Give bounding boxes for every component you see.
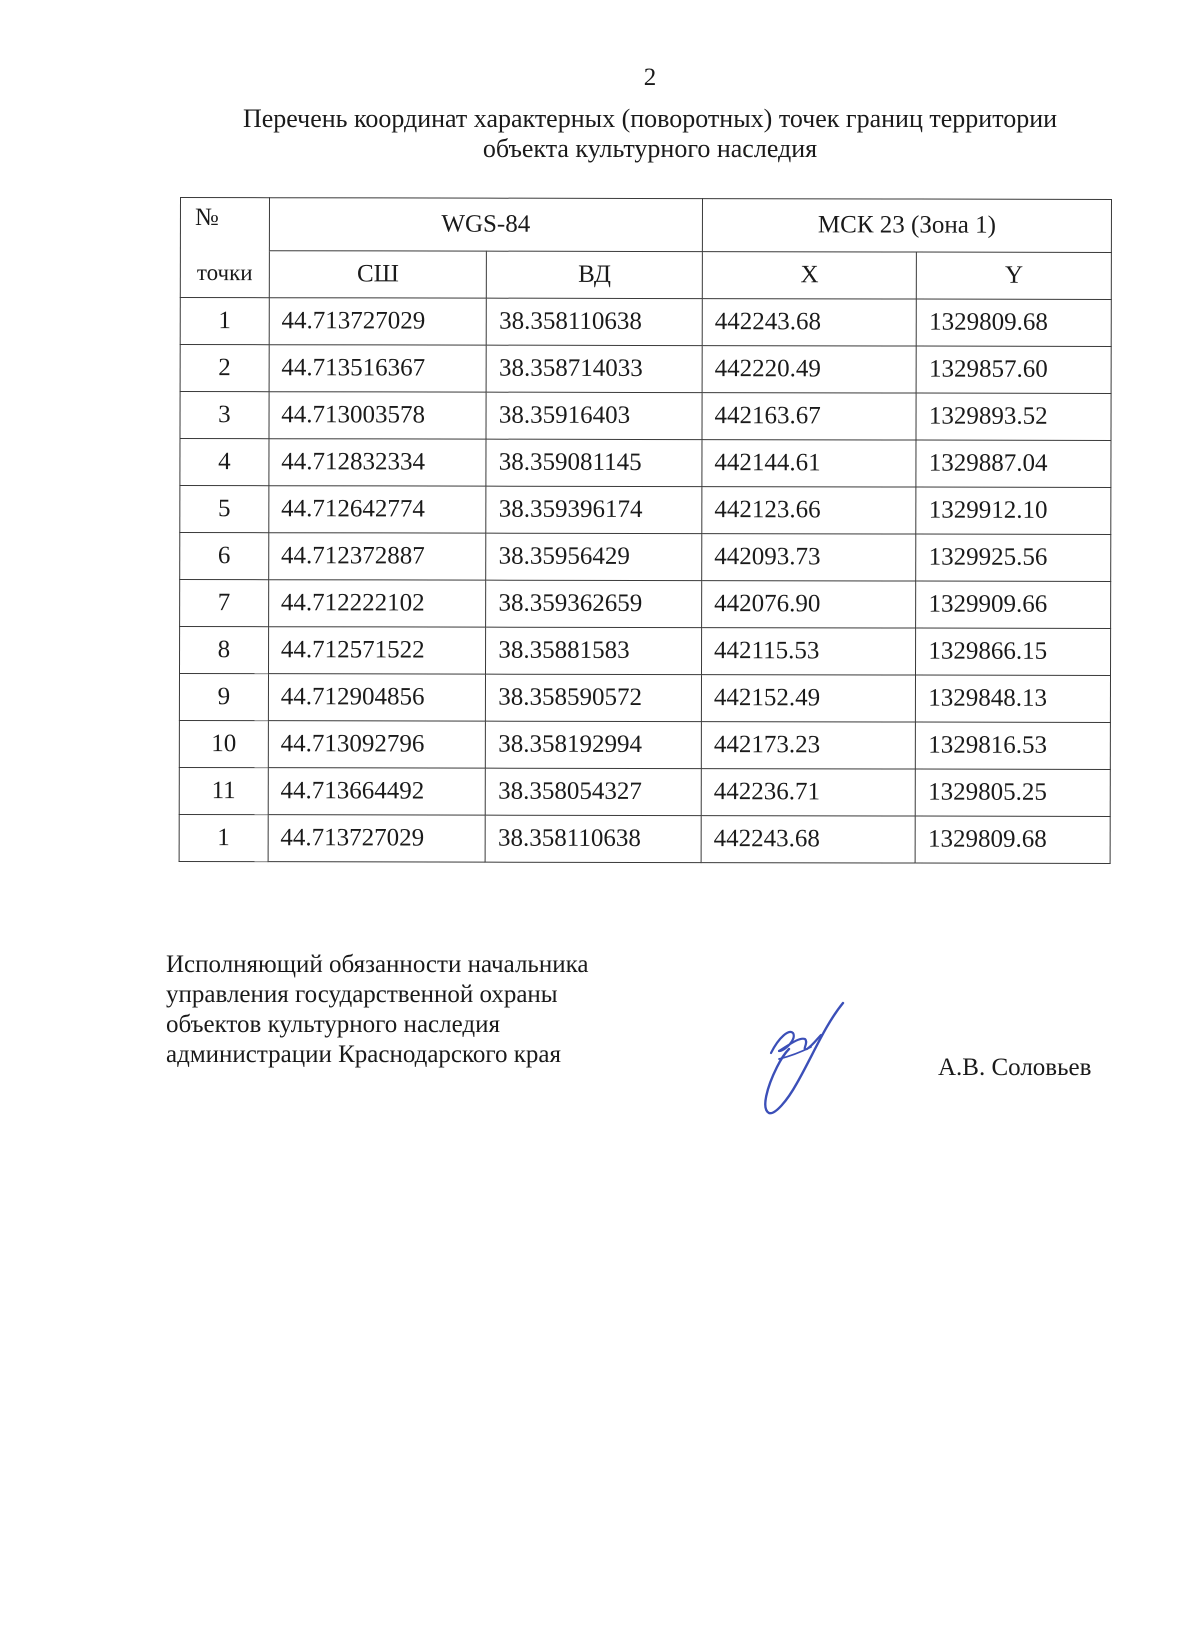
position-line-2: управления государственной охраны (166, 981, 558, 1008)
x-cell: 442236.71 (701, 768, 915, 815)
latitude-cell: 44.712571522 (268, 626, 486, 673)
x-cell: 442076.90 (702, 580, 916, 627)
y-cell: 1329805.25 (916, 769, 1111, 816)
signatory-position (166, 950, 588, 1070)
latitude-cell: 44.712904856 (268, 673, 486, 720)
table-row (180, 438, 1111, 487)
y-cell: 1329893.52 (916, 393, 1111, 440)
y-cell: 1329925.56 (916, 534, 1111, 581)
header-msk23: МСК 23 (Зона 1) (702, 199, 1111, 252)
point-number-cell: 7 (180, 579, 269, 626)
x-cell: 442115.53 (701, 627, 915, 674)
point-number-cell: 10 (179, 720, 268, 767)
table-row (179, 814, 1110, 863)
point-number-cell: 8 (180, 626, 269, 673)
longitude-cell: 38.35881583 (486, 627, 702, 674)
header-y: Y (917, 252, 1112, 299)
latitude-cell: 44.712832334 (269, 438, 487, 485)
y-cell: 1329887.04 (916, 440, 1111, 487)
point-number-cell: 1 (180, 297, 269, 344)
table-row (180, 344, 1111, 393)
signer-name: А.В. Соловьев (938, 1054, 1092, 1081)
y-cell: 1329866.15 (916, 628, 1111, 675)
header-longitude: ВД (487, 251, 703, 298)
latitude-cell: 44.713092796 (268, 720, 486, 767)
latitude-cell: 44.712222102 (268, 579, 486, 626)
x-cell: 442163.67 (702, 392, 916, 439)
position-line-4: администрации Краснодарского края (166, 1041, 562, 1068)
page-number: 2 (643, 64, 657, 91)
longitude-cell: 38.359081145 (486, 439, 702, 486)
coordinates-table (179, 197, 1112, 863)
longitude-cell: 38.359362659 (486, 580, 702, 627)
longitude-cell: 38.358110638 (487, 298, 703, 345)
y-cell: 1329809.68 (915, 816, 1110, 863)
y-cell: 1329809.68 (917, 299, 1112, 346)
y-cell: 1329816.53 (916, 722, 1111, 769)
longitude-cell: 38.358110638 (485, 815, 701, 862)
y-cell: 1329912.10 (916, 487, 1111, 534)
title-line-2: объекта культурного наследия (482, 134, 818, 163)
x-cell: 442093.73 (702, 533, 916, 580)
point-number-cell: 1 (179, 814, 268, 861)
latitude-cell: 44.713727029 (268, 814, 486, 861)
handwritten-signature (755, 995, 865, 1125)
title-line-1: Перечень координат характерных (поворотных) точек границ территории (242, 104, 1058, 133)
table-header-row-1 (180, 198, 1111, 252)
table-row (180, 626, 1111, 675)
x-cell: 442243.68 (702, 298, 916, 345)
longitude-cell: 38.359396174 (486, 486, 702, 533)
latitude-cell: 44.713516367 (269, 344, 487, 391)
longitude-cell: 38.35956429 (486, 533, 702, 580)
latitude-cell: 44.713727029 (269, 297, 487, 344)
latitude-cell: 44.712372887 (268, 532, 486, 579)
point-number-cell: 11 (179, 767, 268, 814)
y-cell: 1329848.13 (916, 675, 1111, 722)
y-cell: 1329909.66 (916, 581, 1111, 628)
longitude-cell: 38.358192994 (486, 721, 702, 768)
longitude-cell: 38.358714033 (486, 345, 702, 392)
table-row (179, 767, 1110, 816)
table-body (179, 297, 1111, 863)
point-number-cell: 6 (180, 532, 269, 579)
point-number-cell: 3 (180, 391, 269, 438)
latitude-cell: 44.713664492 (268, 767, 486, 814)
header-wgs84: WGS-84 (269, 198, 702, 251)
table-row (180, 532, 1111, 581)
latitude-cell: 44.712642774 (269, 485, 487, 532)
header-latitude: СШ (269, 250, 487, 297)
table-row (179, 720, 1110, 769)
longitude-cell: 38.358054327 (486, 768, 702, 815)
point-number-cell: 5 (180, 485, 269, 532)
x-cell: 442243.68 (701, 815, 915, 862)
header-point-label: точки (180, 250, 269, 297)
document-title (150, 104, 1150, 164)
table-row (180, 579, 1111, 628)
point-number-cell: 9 (179, 673, 268, 720)
header-number-sign: № (180, 198, 269, 251)
x-cell: 442173.23 (701, 721, 915, 768)
point-number-cell: 2 (180, 344, 269, 391)
x-cell: 442152.49 (701, 674, 915, 721)
position-line-1: Исполняющий обязанности начальника (166, 951, 589, 978)
header-x: X (702, 251, 916, 298)
table-row (180, 297, 1111, 346)
point-number-cell: 4 (180, 438, 269, 485)
y-cell: 1329857.60 (916, 346, 1111, 393)
longitude-cell: 38.35916403 (486, 392, 702, 439)
x-cell: 442220.49 (702, 345, 916, 392)
longitude-cell: 38.358590572 (486, 674, 702, 721)
x-cell: 442123.66 (702, 486, 916, 533)
latitude-cell: 44.713003578 (269, 391, 487, 438)
table-row (179, 673, 1110, 722)
table-row (180, 485, 1111, 534)
table-header-row-2 (180, 250, 1111, 299)
table-row (180, 391, 1111, 440)
position-line-3: объектов культурного наследия (166, 1011, 500, 1038)
signature-stroke-main (765, 1003, 843, 1113)
x-cell: 442144.61 (702, 439, 916, 486)
